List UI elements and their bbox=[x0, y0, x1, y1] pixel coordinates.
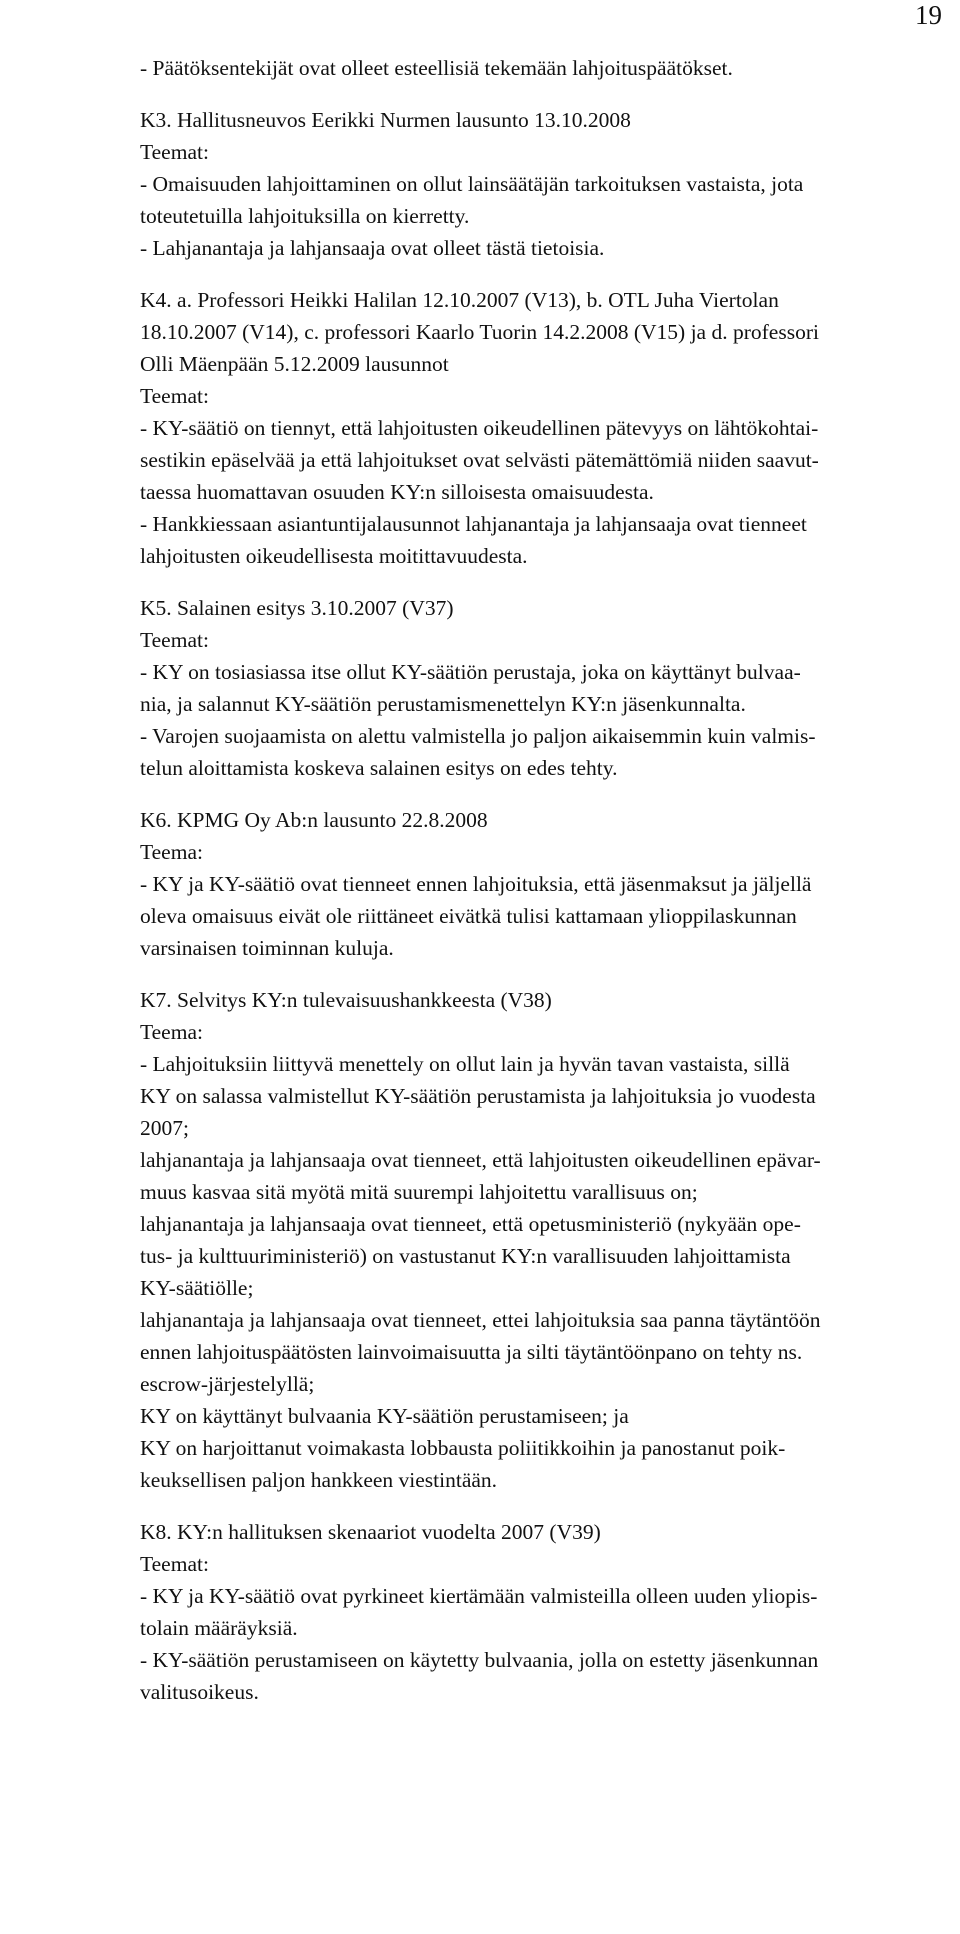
text-line: K5. Salainen esitys 3.10.2007 (V37) bbox=[140, 596, 454, 620]
text-line: - Hankkiessaan asiantuntijalausunnot lahjanantaja ja lahjansaaja ovat tienneet bbox=[140, 512, 807, 536]
text-line: muus kasvaa sitä myötä mitä suurempi lahjoitettu varallisuus on; bbox=[140, 1180, 698, 1204]
text-line: Teemat: bbox=[140, 1552, 209, 1576]
text-line: Teema: bbox=[140, 1020, 203, 1044]
text-line: tolain määräyksiä. bbox=[140, 1616, 298, 1640]
paragraph-gap bbox=[140, 964, 940, 984]
text-line: - Lahjoituksiin liittyvä menettely on ollut lain ja hyvän tavan vastaista, sillä bbox=[140, 1052, 790, 1076]
text-line: telun aloittamista koskeva salainen esitys on edes tehty. bbox=[140, 756, 618, 780]
text-line: keuksellisen paljon hankkeen viestintään. bbox=[140, 1468, 498, 1492]
text-line: valitusoikeus. bbox=[140, 1680, 259, 1704]
text-line: varsinaisen toiminnan kuluja. bbox=[140, 936, 394, 960]
text-line: KY on käyttänyt bulvaania KY-säätiön perustamiseen; ja bbox=[140, 1404, 629, 1428]
text-line: - KY ja KY-säätiö ovat tienneet ennen lahjoituksia, että jäsenmaksut ja jäljellä bbox=[140, 872, 812, 896]
text-line: - Omaisuuden lahjoittaminen on ollut lainsäätäjän tarkoituksen vastaista, jota bbox=[140, 172, 804, 196]
text-line: - Päätöksentekijät ovat olleet esteellisiä tekemään lahjoituspäätökset. bbox=[140, 56, 733, 80]
paragraph-gap bbox=[140, 1496, 940, 1516]
text-line: lahjoitusten oikeudellisesta moitittavuudesta. bbox=[140, 544, 528, 568]
section-block bbox=[140, 284, 940, 572]
text-line: Teema: bbox=[140, 840, 203, 864]
text-line: lahjanantaja ja lahjansaaja ovat tienneet, ettei lahjoituksia saa panna täytäntöön bbox=[140, 1308, 821, 1332]
section-block bbox=[140, 1516, 940, 1708]
text-line: KY on harjoittanut voimakasta lobbausta poliitikkoihin ja panostanut poik- bbox=[140, 1436, 786, 1460]
text-line: K4. a. Professori Heikki Halilan 12.10.2007 (V13), b. OTL Juha Viertolan bbox=[140, 288, 779, 312]
text-line: - KY-säätiö on tiennyt, että lahjoitusten oikeudellinen pätevyys on lähtökohtai- bbox=[140, 416, 819, 440]
text-line: toteutetuilla lahjoituksilla on kierretty. bbox=[140, 204, 470, 228]
text-line: ennen lahjoituspäätösten lainvoimaisuutta ja silti täytäntöönpano on tehty ns. bbox=[140, 1340, 803, 1364]
section-block bbox=[140, 804, 940, 964]
paragraph-gap bbox=[140, 784, 940, 804]
text-line: tus- ja kulttuuriministeriö) on vastustanut KY:n varallisuuden lahjoittamista bbox=[140, 1244, 791, 1268]
text-line: escrow-järjestelyllä; bbox=[140, 1372, 315, 1396]
page-number: 19 bbox=[915, 0, 942, 30]
text-line: K8. KY:n hallituksen skenaariot vuodelta 2007 (V39) bbox=[140, 1520, 601, 1544]
text-line: K7. Selvitys KY:n tulevaisuushankkeesta (V38) bbox=[140, 988, 552, 1012]
text-line: oleva omaisuus eivät ole riittäneet eivätkä tulisi kattamaan ylioppilaskunnan bbox=[140, 904, 797, 928]
text-line: Teemat: bbox=[140, 384, 209, 408]
section-block bbox=[140, 52, 940, 84]
text-line: K3. Hallitusneuvos Eerikki Nurmen lausunto 13.10.2008 bbox=[140, 108, 631, 132]
text-line: lahjanantaja ja lahjansaaja ovat tienneet, että lahjoitusten oikeudellinen epävar- bbox=[140, 1148, 821, 1172]
document-body bbox=[140, 52, 940, 1708]
paragraph-gap bbox=[140, 84, 940, 104]
text-line: taessa huomattavan osuuden KY:n silloisesta omaisuudesta. bbox=[140, 480, 654, 504]
section-block bbox=[140, 592, 940, 784]
text-line: K6. KPMG Oy Ab:n lausunto 22.8.2008 bbox=[140, 808, 488, 832]
text-line: 2007; bbox=[140, 1116, 189, 1140]
text-line: Teemat: bbox=[140, 140, 209, 164]
text-line: - KY-säätiön perustamiseen on käytetty bulvaania, jolla on estetty jäsenkunnan bbox=[140, 1648, 819, 1672]
text-line: - KY ja KY-säätiö ovat pyrkineet kiertämään valmisteilla olleen uuden yliopis- bbox=[140, 1584, 818, 1608]
text-line: 18.10.2007 (V14), c. professori Kaarlo Tuorin 14.2.2008 (V15) ja d. professori bbox=[140, 320, 819, 344]
paragraph-gap bbox=[140, 572, 940, 592]
paragraph-gap bbox=[140, 264, 940, 284]
text-line: sestikin epäselvää ja että lahjoitukset ovat selvästi pätemättömiä niiden saavut- bbox=[140, 448, 819, 472]
section-block bbox=[140, 984, 940, 1496]
text-line: Olli Mäenpään 5.12.2009 lausunnot bbox=[140, 352, 449, 376]
text-line: - Varojen suojaamista on alettu valmistella jo paljon aikaisemmin kuin valmis- bbox=[140, 724, 816, 748]
text-line: KY on salassa valmistellut KY-säätiön perustamista ja lahjoituksia jo vuodesta bbox=[140, 1084, 816, 1108]
text-line: Teemat: bbox=[140, 628, 209, 652]
text-line: KY-säätiölle; bbox=[140, 1276, 254, 1300]
section-block bbox=[140, 104, 940, 264]
text-line: - KY on tosiasiassa itse ollut KY-säätiön perustaja, joka on käyttänyt bulvaa- bbox=[140, 660, 801, 684]
text-line: nia, ja salannut KY-säätiön perustamismenettelyn KY:n jäsenkunnalta. bbox=[140, 692, 746, 716]
text-line: lahjanantaja ja lahjansaaja ovat tienneet, että opetusministeriö (nykyään ope- bbox=[140, 1212, 801, 1236]
text-line: - Lahjanantaja ja lahjansaaja ovat olleet tästä tietoisia. bbox=[140, 236, 605, 260]
